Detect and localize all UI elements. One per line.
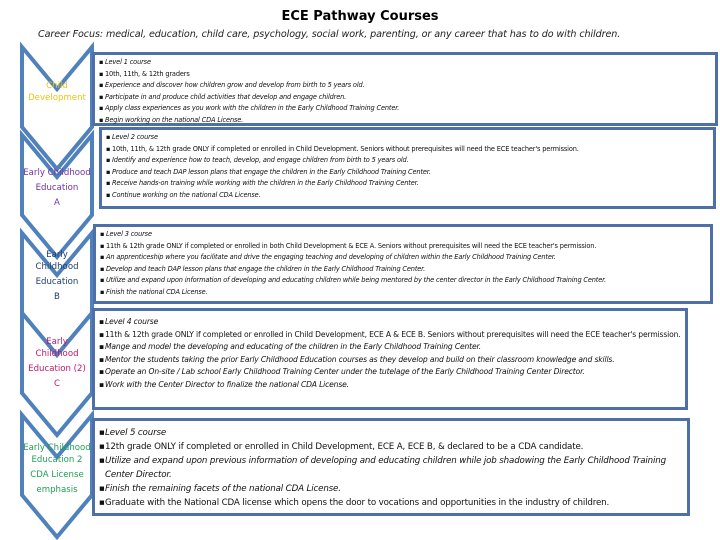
course-detail-item: ▪ Produce and teach DAP lesson plans that engage the children in the Early Childhood Training Center. bbox=[106, 167, 709, 179]
course-label-line: A bbox=[54, 198, 60, 208]
course-label-4 bbox=[14, 336, 100, 390]
course-detail-item: ▪ 10th, 11th, & 12th grade ONLY if completed or enrolled in Child Development. Seniors without prerequisites will need the ECE teacher's permission. bbox=[106, 144, 709, 156]
course-detail-item: ▪ Apply class experiences as you work with the children in the Early Childhood Training Center. bbox=[99, 103, 711, 115]
course-detail-item: ▪ Utilize and expand upon previous information of developing and educating children while job shadowing the Early Childhood Training Center Director. bbox=[99, 454, 683, 482]
course-label-line: Education bbox=[35, 277, 79, 287]
course-description-box-3 bbox=[93, 224, 713, 304]
course-detail-item: ▪ Begin working on the national CDA License. bbox=[99, 115, 711, 127]
course-detail-item: ▪ Level 1 course bbox=[99, 57, 711, 69]
course-detail-item: ▪ Operate an On-site / Lab school Early Childhood Training Center under the tutelage of the Early Childhood Training Center Director. bbox=[99, 366, 681, 379]
page-title: ECE Pathway Courses bbox=[281, 9, 439, 24]
course-label-line: Early Childhood bbox=[23, 443, 91, 453]
course-detail-item: ▪ 12th grade ONLY if completed or enrolled in Child Development, ECE A, ECE B, & declared to be a CDA candidate. bbox=[99, 440, 683, 454]
course-label-line: Childhood bbox=[35, 349, 79, 359]
course-description-box-4 bbox=[92, 308, 688, 410]
course-detail-item: ▪ Level 3 course bbox=[100, 229, 706, 241]
course-description-box-2 bbox=[99, 127, 716, 209]
course-detail-item: ▪ Level 4 course bbox=[99, 316, 681, 329]
course-label-5 bbox=[14, 442, 100, 496]
course-detail-item: ▪ Participate in and produce child activities that develop and engage children. bbox=[99, 92, 711, 104]
course-label-line: Early Childhood bbox=[23, 168, 91, 178]
course-label-line: Early bbox=[46, 337, 68, 347]
course-label-line: Education 2 bbox=[31, 455, 83, 465]
course-label-line: Education bbox=[35, 183, 79, 193]
course-detail-item: ▪ Identify and experience how to teach, develop, and engage children from birth to 5 years old. bbox=[106, 155, 709, 167]
course-detail-item: ▪ 10th, 11th, & 12th graders bbox=[99, 69, 711, 81]
course-detail-item: ▪ An apprenticeship where you facilitate and drive the engaging teaching and developing of children within the Early Childhood Training Center. bbox=[100, 252, 706, 264]
course-detail-item: ▪ Receive hands-on training while working with the children in the Early Childhood Training Center. bbox=[106, 178, 709, 190]
course-label-line: Early bbox=[46, 250, 68, 260]
course-detail-item: ▪ Level 5 course bbox=[99, 426, 683, 440]
course-detail-item: ▪ Experience and discover how children grow and develop from birth to 5 years old. bbox=[99, 80, 711, 92]
career-focus: Career Focus: medical, education, child care, psychology, social work, parenting, or any career that has to do with children. bbox=[38, 29, 621, 40]
course-detail-item: ▪ Mentor the students taking the prior Early Childhood Education courses as they develop and build on their classroom knowledge and skills. bbox=[99, 354, 681, 367]
course-detail-item: ▪ Graduate with the National CDA license which opens the door to vocations and opportunities in the industry of children. bbox=[99, 496, 683, 510]
course-label-3 bbox=[14, 249, 100, 303]
course-label-2 bbox=[14, 167, 100, 209]
course-label-line: Education (2) bbox=[28, 364, 86, 374]
course-label-line: Child bbox=[46, 81, 68, 91]
course-detail-item: ▪ Utilize and expand upon information of developing and educating children while being mentored by the center director in the Early Childhood Training Center. bbox=[100, 275, 706, 287]
course-label-1 bbox=[14, 80, 100, 104]
course-label-line: emphasis bbox=[36, 485, 78, 495]
course-description-box-5 bbox=[92, 418, 690, 516]
course-detail-item: ▪ Finish the national CDA License. bbox=[100, 287, 706, 299]
course-description-box-1 bbox=[92, 52, 718, 126]
course-detail-item: ▪ Mange and model the developing and educating of the children in the Early Childhood Training Center. bbox=[99, 341, 681, 354]
course-detail-item: ▪ Finish the remaining facets of the national CDA License. bbox=[99, 482, 683, 496]
course-label-line: CDA License bbox=[30, 470, 84, 480]
course-label-line: C bbox=[53, 379, 60, 389]
course-detail-item: ▪ 11th & 12th grade ONLY if completed or enrolled in both Child Development & ECE A. Seniors without prerequisites will need the ECE teacher's permission. bbox=[100, 241, 706, 253]
course-detail-item: ▪ 11th & 12th grade ONLY if completed or enrolled in Child Development, ECE A & ECE B. Seniors without prerequisites will need the ECE teacher's permission. bbox=[99, 329, 681, 342]
course-label-line: B bbox=[54, 292, 60, 302]
course-detail-item: ▪ Develop and teach DAP lesson plans that engage the children in the Early Childhood Training Center. bbox=[100, 264, 706, 276]
course-detail-item: ▪ Continue working on the national CDA License. bbox=[106, 190, 709, 202]
course-detail-item: ▪ Work with the Center Director to finalize the national CDA License. bbox=[99, 379, 681, 392]
course-label-line: Development bbox=[28, 93, 86, 103]
course-detail-item: ▪ Level 2 course bbox=[106, 132, 709, 144]
course-label-line: Childhood bbox=[35, 262, 79, 272]
